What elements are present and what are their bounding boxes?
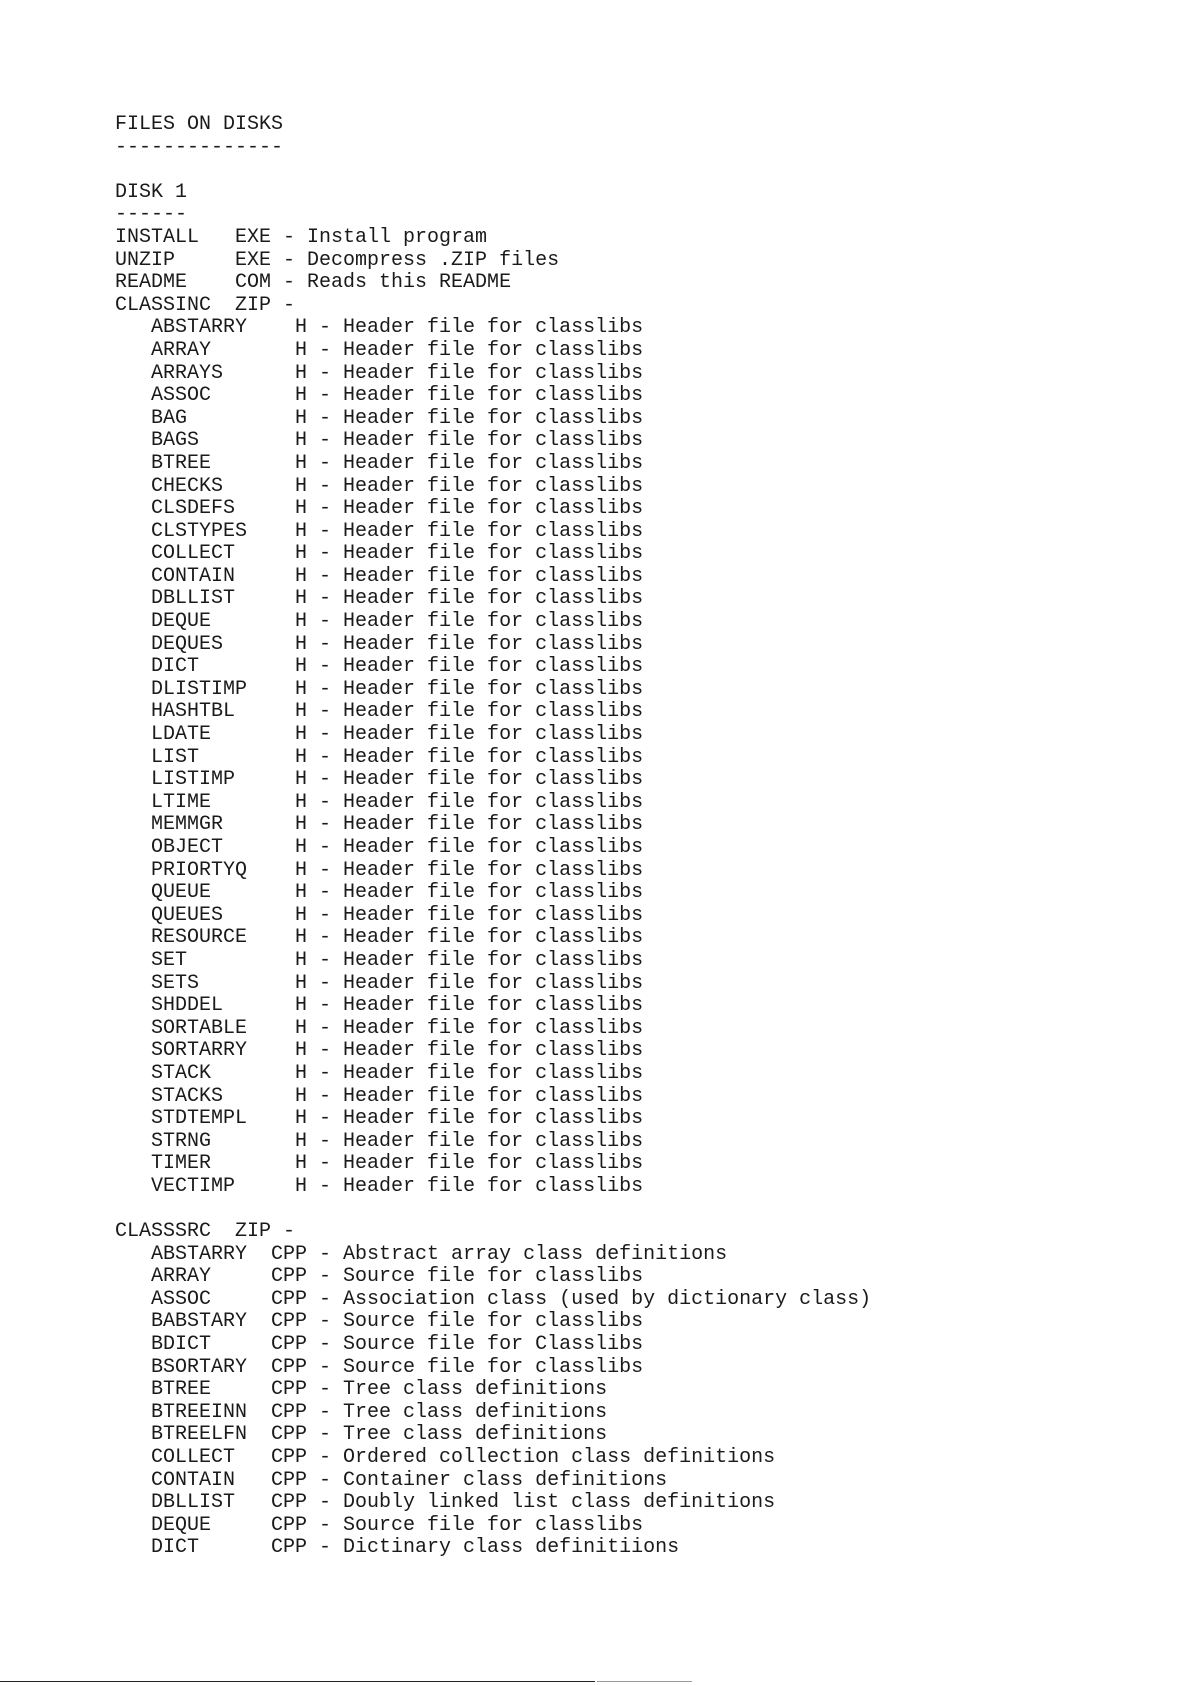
document-line: SET H - Header file for classlibs — [115, 948, 644, 972]
document-line: CONTAIN CPP - Container class definitions — [115, 1468, 668, 1492]
document-line: CONTAIN H - Header file for classlibs — [115, 564, 644, 588]
document-line: TIMER H - Header file for classlibs — [115, 1152, 644, 1176]
document-line: STACK H - Header file for classlibs — [115, 1061, 644, 1085]
document-line: -------------- — [115, 135, 284, 159]
document-line: STACKS H - Header file for classlibs — [115, 1084, 644, 1108]
document-line: FILES ON DISKS — [115, 113, 284, 136]
document-line: BSORTARY CPP - Source file for classlibs — [115, 1355, 644, 1379]
document-line: DICT H - Header file for classlibs — [115, 655, 644, 679]
document-line: CHECKS H - Header file for classlibs — [115, 474, 644, 498]
document-line: BAG H - Header file for classlibs — [115, 406, 644, 430]
document-line: MEMMGR H - Header file for classlibs — [115, 813, 644, 837]
document-line: ARRAY CPP - Source file for classlibs — [115, 1265, 644, 1289]
document-line — [115, 159, 871, 182]
document-line: OBJECT H - Header file for classlibs — [115, 836, 644, 859]
document-line: README COM - Reads this README — [115, 271, 512, 295]
document-line: BAGS H - Header file for classlibs — [115, 429, 644, 453]
document-line: HASHTBL H - Header file for classlibs — [115, 700, 644, 724]
page-footer-rule-segment — [597, 1681, 692, 1682]
document-line: BABSTARY CPP - Source file for classlibs — [115, 1310, 644, 1334]
document-line: SORTABLE H - Header file for classlibs — [115, 1016, 644, 1040]
document-line: BTREELFN CPP - Tree class definitions — [115, 1423, 608, 1447]
page-footer-rule — [0, 1681, 595, 1682]
document-line: BDICT CPP - Source file for Classlibs — [115, 1333, 644, 1357]
document-line: CLASSSRC ZIP - — [115, 1220, 296, 1244]
document-line: ------ — [115, 203, 188, 227]
document-line: DEQUES H - Header file for classlibs — [115, 632, 644, 656]
document-line: SORTARRY H - Header file for classlibs — [115, 1039, 644, 1063]
document-line: COLLECT CPP - Ordered collection class definitions — [115, 1446, 776, 1470]
document-line: LIST H - Header file for classlibs — [115, 745, 644, 769]
document-line: UNZIP EXE - Decompress .ZIP files — [115, 248, 560, 272]
document-line: STRNG H - Header file for classlibs — [115, 1129, 644, 1153]
document-line: DEQUE CPP - Source file for classlibs — [115, 1513, 644, 1537]
document-line: CLSTYPES H - Header file for classlibs — [115, 519, 644, 543]
document-line: ARRAYS H - Header file for classlibs — [115, 361, 644, 385]
document-line: SHDDEL H - Header file for classlibs — [115, 994, 644, 1018]
document-line: DLISTIMP H - Header file for classlibs — [115, 677, 644, 701]
document-line: PRIORTYQ H - Header file for classlibs — [115, 858, 644, 882]
document-line: LISTIMP H - Header file for classlibs — [115, 768, 644, 792]
document-line: ASSOC CPP - Association class (used by dictionary class) — [115, 1287, 872, 1311]
document-line: BTREE CPP - Tree class definitions — [115, 1378, 608, 1402]
document-line: ABSTARRY CPP - Abstract array class definitions — [115, 1242, 728, 1266]
document-text — [115, 114, 871, 1560]
document-line: LDATE H - Header file for classlibs — [115, 723, 644, 747]
document-line: DICT CPP - Dictinary class definitiions — [115, 1536, 680, 1560]
document-line: SETS H - Header file for classlibs — [115, 971, 644, 995]
document-line: STDTEMPL H - Header file for classlibs — [115, 1107, 644, 1131]
document-line: BTREE H - Header file for classlibs — [115, 451, 644, 475]
document-line: LTIME H - Header file for classlibs — [115, 790, 644, 814]
document-line: CLSDEFS H - Header file for classlibs — [115, 497, 644, 521]
document-line — [115, 1199, 871, 1222]
document-line: COLLECT H - Header file for classlibs — [115, 542, 644, 566]
document-line: ARRAY H - Header file for classlibs — [115, 338, 644, 362]
document-line: QUEUE H - Header file for classlibs — [115, 881, 644, 905]
document-line: VECTIMP H - Header file for classlibs — [115, 1174, 644, 1198]
document-line: ASSOC H - Header file for classlibs — [115, 384, 644, 408]
document-line: DBLLIST CPP - Doubly linked list class definitions — [115, 1491, 776, 1515]
document-line: DEQUE H - Header file for classlibs — [115, 610, 644, 634]
document-line: INSTALL EXE - Install program — [115, 225, 488, 249]
document-line: CLASSINC ZIP - — [115, 293, 296, 317]
document-line: DBLLIST H - Header file for classlibs — [115, 587, 644, 611]
document-line: ABSTARRY H - Header file for classlibs — [115, 316, 644, 340]
document-line: RESOURCE H - Header file for classlibs — [115, 926, 644, 950]
document-line: DISK 1 — [115, 180, 188, 204]
document-line: QUEUES H - Header file for classlibs — [115, 903, 644, 927]
document-line: BTREEINN CPP - Tree class definitions — [115, 1400, 608, 1424]
